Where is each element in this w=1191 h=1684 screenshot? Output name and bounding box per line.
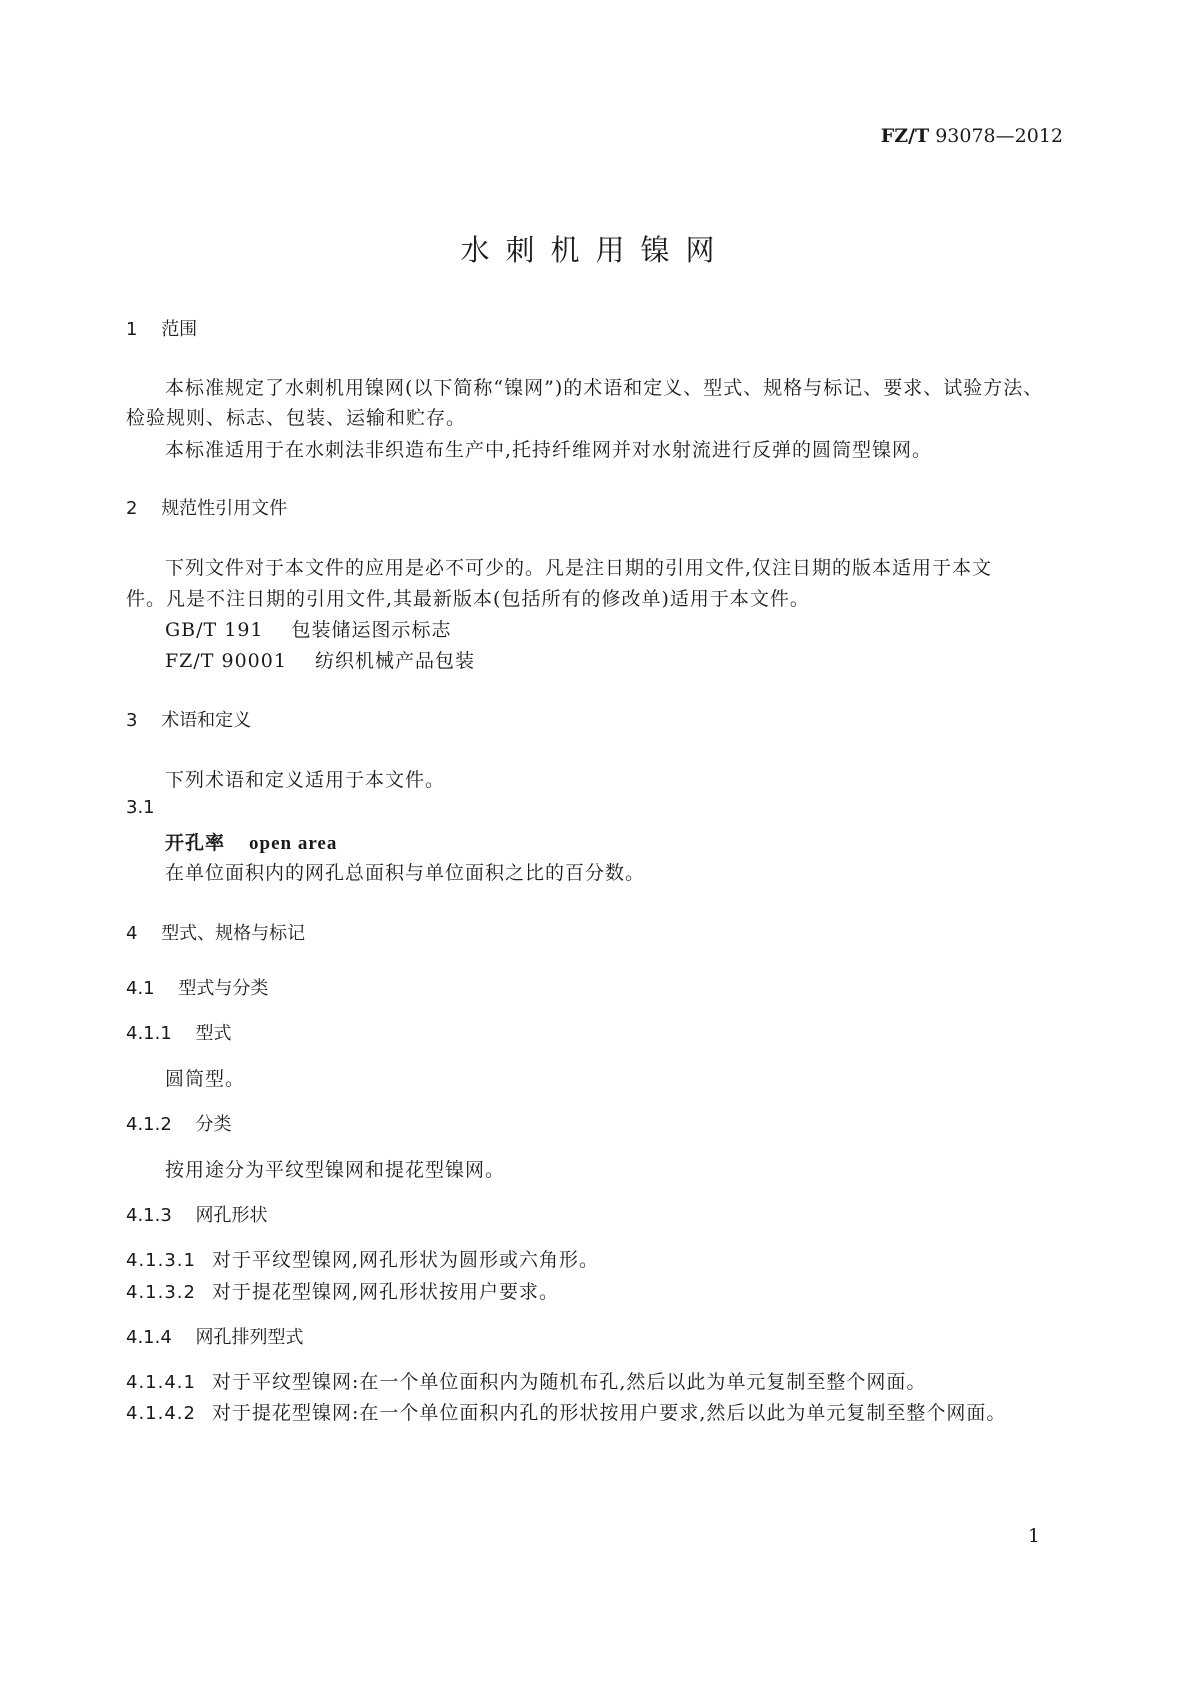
paragraph-line: 下列文件对于本文件的应用是必不可少的。凡是注日期的引用文件,仅注日期的版本适用于本文 — [165, 557, 993, 579]
clause-number: 4.1.3.2 — [126, 1282, 196, 1303]
section-number: 4.1.1 — [126, 1023, 172, 1044]
section-title: 规范性引用文件 — [161, 498, 288, 519]
paragraph: 按用途分为平纹型镍网和提花型镍网。 — [165, 1159, 506, 1181]
section-number: 3 — [126, 710, 138, 731]
reference-code: GB/T 191 — [165, 619, 264, 641]
standard-code — [0, 125, 1063, 147]
section-number: 4.1.4 — [126, 1327, 172, 1348]
standard-code-number: 93078—2012 — [935, 125, 1063, 147]
section-title: 型式 — [195, 1023, 232, 1044]
paragraph-line: 本标准规定了水刺机用镍网(以下简称“镍网”)的术语和定义、型式、规格与标记、要求、试验方法、 — [165, 377, 1044, 399]
subsection-4-1-1-heading — [126, 1019, 232, 1045]
term-name: 开孔率 — [165, 832, 226, 854]
section-title: 网孔排列型式 — [195, 1327, 304, 1348]
subsection-4-1-4-heading — [126, 1323, 304, 1349]
section-2-heading — [126, 494, 287, 520]
page-number: 1 — [1027, 1525, 1040, 1547]
clause-number: 4.1.4.2 — [126, 1403, 196, 1424]
clause-4-1-4-1 — [126, 1367, 926, 1394]
section-title: 型式与分类 — [178, 978, 269, 999]
section-1-heading — [126, 315, 197, 341]
section-number: 1 — [126, 319, 138, 340]
clause-number: 4.1.4.1 — [126, 1372, 196, 1393]
clause-text: 对于提花型镍网,网孔形状按用户要求。 — [211, 1281, 560, 1303]
document-title: 水刺机用镍网 — [460, 233, 731, 267]
section-number: 4.1.2 — [126, 1114, 172, 1135]
term-definition: 在单位面积内的网孔总面积与单位面积之比的百分数。 — [165, 862, 646, 884]
section-title: 分类 — [195, 1114, 232, 1135]
clause-4-1-3-1 — [126, 1245, 599, 1272]
section-number: 4.1.3 — [126, 1205, 172, 1226]
section-title: 型式、规格与标记 — [161, 923, 306, 944]
subsection-4-1-2-heading — [126, 1110, 232, 1136]
clause-text: 对于平纹型镍网:在一个单位面积内为随机布孔,然后以此为单元复制至整个网面。 — [211, 1371, 927, 1393]
section-number: 4 — [126, 923, 138, 944]
section-title: 网孔形状 — [195, 1205, 268, 1226]
term-english: open area — [249, 833, 338, 854]
section-4-heading — [126, 919, 305, 945]
subsection-4-1-3-heading — [126, 1201, 268, 1227]
section-number: 4.1 — [126, 978, 155, 999]
section-title: 术语和定义 — [161, 710, 252, 731]
reference-item — [165, 646, 475, 673]
term-number: 3.1 — [126, 797, 155, 818]
subsection-4-1-heading — [126, 974, 268, 1000]
reference-name: 纺织机械产品包装 — [314, 650, 475, 672]
section-number: 2 — [126, 498, 138, 519]
paragraph: 下列术语和定义适用于本文件。 — [165, 769, 446, 791]
clause-4-1-3-2 — [126, 1277, 559, 1304]
term-entry — [165, 828, 337, 855]
clause-text: 对于提花型镍网:在一个单位面积内孔的形状按用户要求,然后以此为单元复制至整个网面。 — [211, 1402, 1007, 1424]
paragraph: 本标准适用于在水刺法非织造布生产中,托持纤维网并对水射流进行反弹的圆筒型镍网。 — [165, 439, 933, 461]
reference-code: FZ/T 90001 — [165, 650, 287, 672]
reference-item — [165, 615, 452, 642]
paragraph-line: 检验规则、标志、包装、运输和贮存。 — [126, 407, 467, 429]
section-3-heading — [126, 706, 251, 732]
section-title: 范围 — [161, 319, 198, 340]
reference-name: 包装储运图示标志 — [291, 619, 452, 641]
clause-text: 对于平纹型镍网,网孔形状为圆形或六角形。 — [211, 1249, 600, 1271]
standard-code-prefix: FZ/T — [880, 125, 930, 147]
paragraph: 圆筒型。 — [165, 1068, 246, 1090]
paragraph-line: 件。凡是不注日期的引用文件,其最新版本(包括所有的修改单)适用于本文件。 — [126, 588, 810, 610]
clause-number: 4.1.3.1 — [126, 1250, 196, 1271]
clause-4-1-4-2 — [126, 1398, 1006, 1425]
